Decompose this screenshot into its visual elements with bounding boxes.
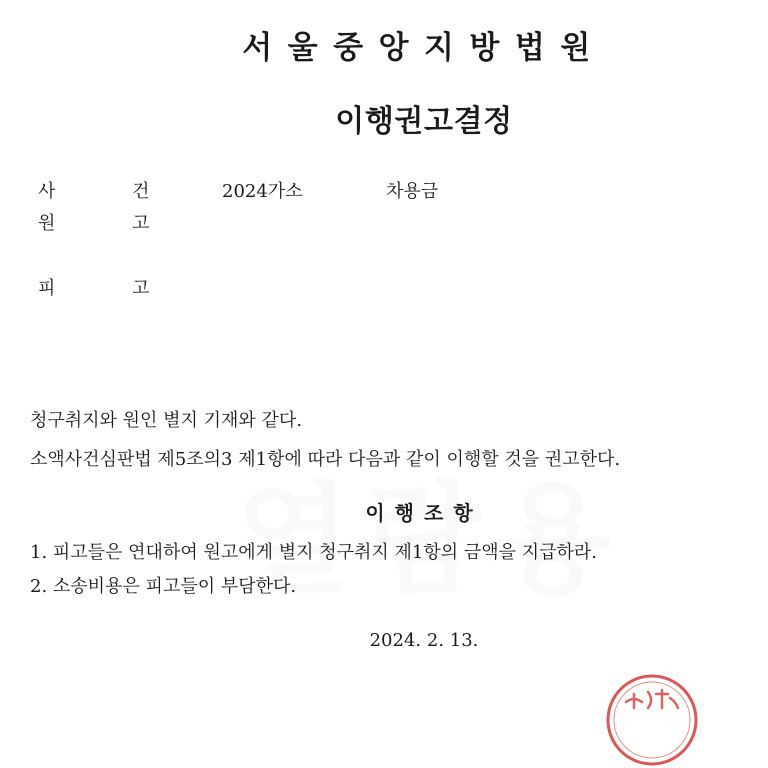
order-item-2: 2. 소송비용은 피고들이 부담한다. [30,576,297,597]
court-name: 서울중앙지방법원 [242,30,606,66]
plaintiff-label-char-2: 고 [132,213,150,234]
claim-statement: 청구취지와 원인 별지 기재와 같다. [30,410,303,431]
defendant-label-char-2: 고 [132,278,150,299]
case-label-char-1: 사 [38,181,56,202]
plaintiff-label-char-1: 원 [38,213,56,234]
order-section-heading: 이행조항 [365,501,483,525]
document-title: 이행권고결정 [335,104,513,139]
order-item-1: 1. 피고들은 연대하여 원고에게 별지 청구취지 제1항의 금액을 지급하라. [30,542,597,563]
case-type: 차용금 [386,181,439,202]
defendant-label-char-1: 피 [38,278,56,299]
legal-basis-statement: 소액사건심판법 제5조의3 제1항에 따라 다음과 같이 이행할 것을 권고한다. [30,449,621,470]
court-seal-icon [604,672,700,768]
decision-date: 2024. 2. 13. [369,630,479,651]
case-label-char-2: 건 [132,181,150,202]
case-number: 2024가소 [222,181,303,202]
